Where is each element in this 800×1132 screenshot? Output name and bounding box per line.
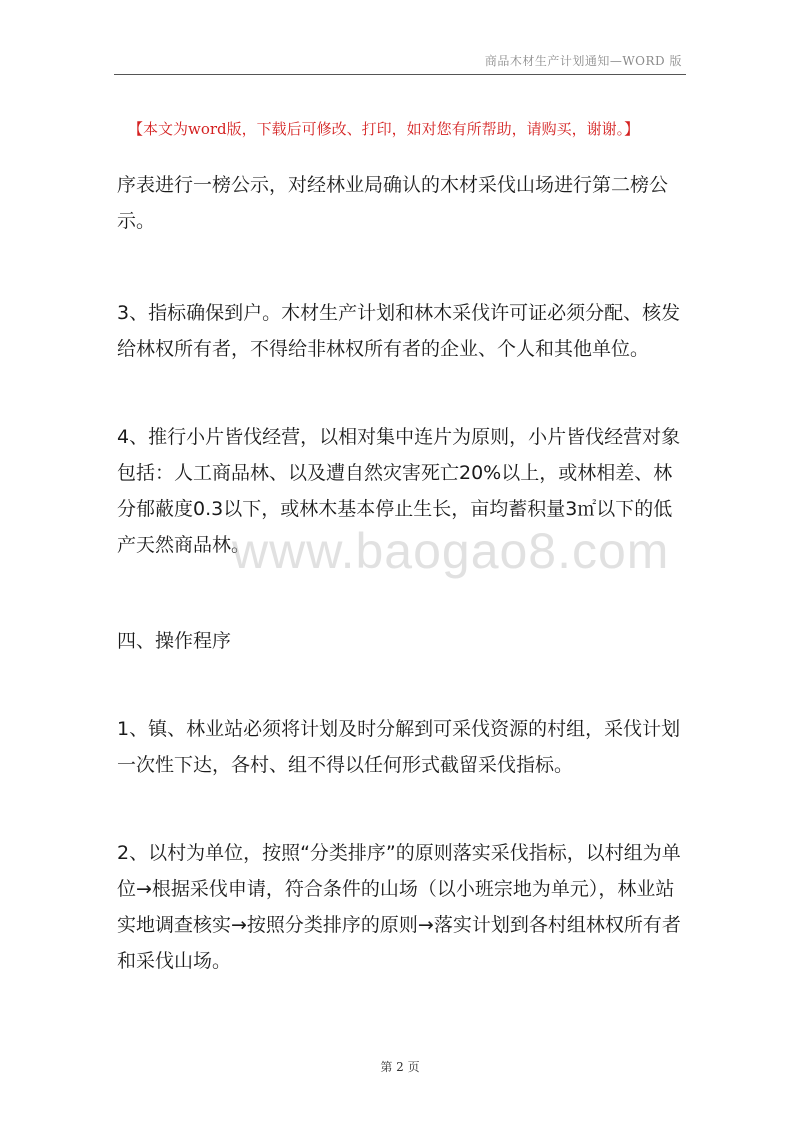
- purchase-notice: 【本文为word版，下载后可修改、打印，如对您有所帮助，请购买，谢谢。】: [128, 120, 640, 138]
- paragraph-3: 4、推行小片皆伐经营，以相对集中连片为原则，小片皆伐经营对象包括：人工商品林、以及遭自然灾害死亡20%以上，或林相差、林分郁蔽度0.3以下，或林木基本停止生长，亩均蓄积量3㎡以下的低产天然商品林。: [117, 426, 681, 556]
- paragraph-2: 3、指标确保到户。木材生产计划和林木采伐许可证必须分配、核发给林权所有者，不得给非林权所有者的企业、个人和其他单位。: [117, 302, 681, 360]
- paragraph-5: 2、以村为单位，按照“分类排序”的原则落实采伐指标，以村组为单位→根据采伐申请，符合条件的山场（以小班宗地为单元），林业站实地调查核实→按照分类排序的原则→落实计划到各村组林权所有者和采伐山场。: [117, 842, 681, 972]
- watermark: www.baogao8.com: [232, 523, 670, 579]
- section-heading: 四、操作程序: [117, 630, 232, 652]
- header-divider: [114, 74, 686, 75]
- paragraph-4: 1、镇、林业站必须将计划及时分解到可采伐资源的村组，采伐计划一次性下达，各村、组不得以任何形式截留采伐指标。: [117, 718, 681, 776]
- header-title: 商品木材生产计划通知—WORD 版: [484, 54, 682, 68]
- paragraph-1: 序表进行一榜公示，对经林业局确认的木材采伐山场进行第二榜公示。: [117, 174, 669, 232]
- page-number: 第 2 页: [380, 1060, 420, 1074]
